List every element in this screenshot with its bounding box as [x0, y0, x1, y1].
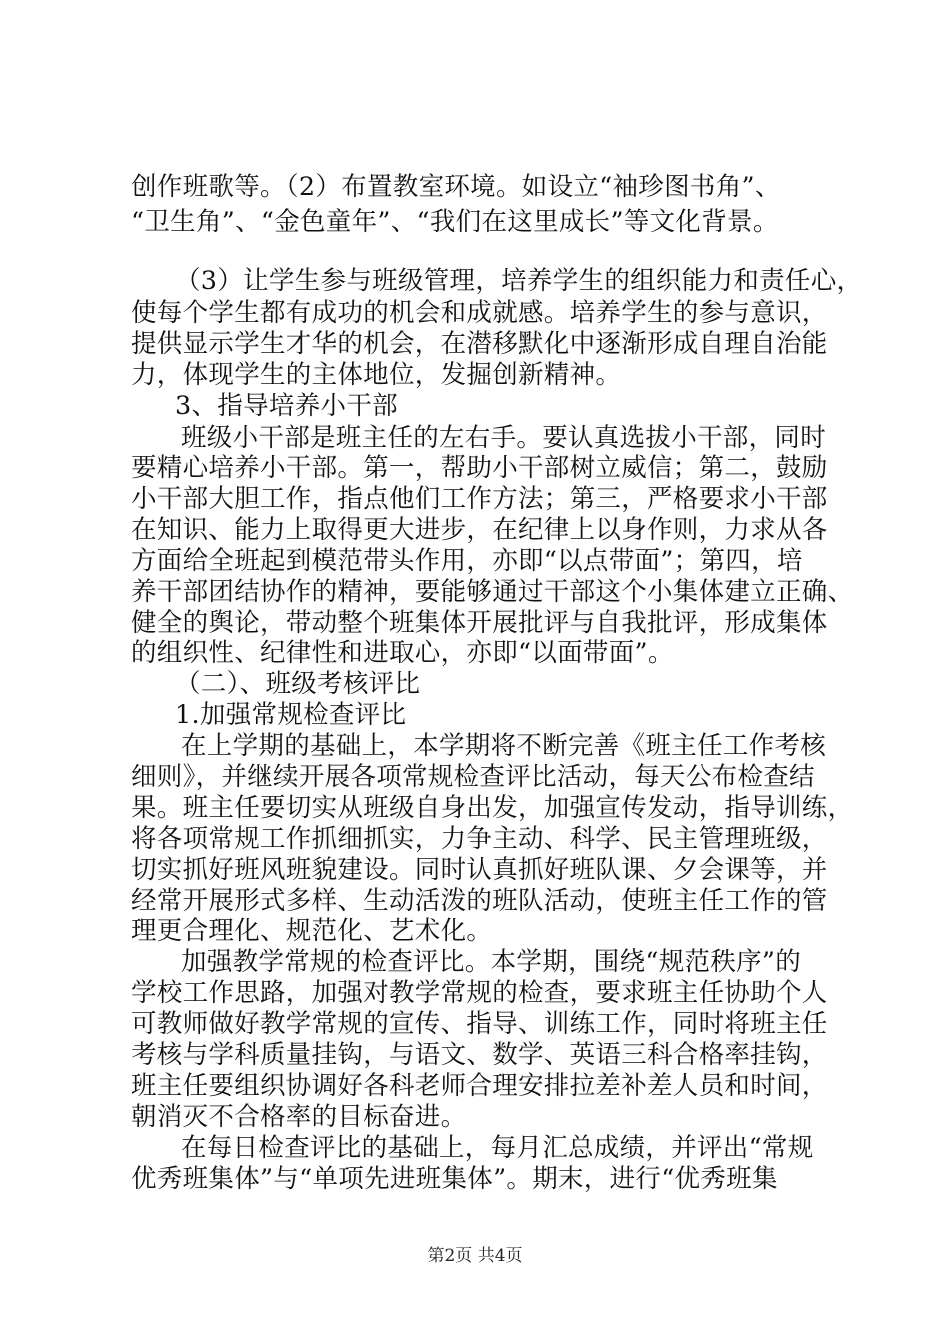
- text-line: 优秀班集体”与“单项先进班集体”。期末，进行“优秀班集: [131, 1164, 778, 1194]
- section-heading: 3、指导培养小干部: [175, 391, 398, 421]
- text-line: 将各项常规工作抓细抓实，力争主动、科学、民主管理班级，: [131, 824, 828, 854]
- text-line: 健全的舆论，带动整个班集体开展批评与自我批评，形成集体: [131, 608, 828, 638]
- text-line: 力，体现学生的主体地位，发掘创新精神。: [131, 360, 622, 390]
- text-line: 小干部大胆工作，指点他们工作方法；第三，严格要求小干部: [131, 484, 828, 514]
- text-line: 细则》，并继续开展各项常规检查评比活动，每天公布检查结: [131, 762, 815, 792]
- paragraph-first-line: 班级小干部是班主任的左右手。要认真选拔小干部，同时: [181, 423, 827, 453]
- paragraph-first-line: 加强教学常规的检查评比。本学期，围绕“规范秩序”的: [181, 947, 802, 977]
- text-line: “卫生角”、“金色童年”、“我们在这里成长”等文化背景。: [131, 207, 779, 237]
- text-line: 提供显示学生才华的机会，在潜移默化中逐渐形成自理自治能: [131, 329, 828, 359]
- text-line: 方面给全班起到模范带头作用，亦即“以点带面”；第四，培: [131, 546, 803, 576]
- text-line: 切实抓好班风班貌建设。同时认真抓好班队课、夕会课等，并: [131, 855, 828, 885]
- page-number-footer: 第2页 共4页: [427, 1246, 523, 1266]
- text-line: 在知识、能力上取得更大进步，在纪律上以身作则，力求从各: [131, 515, 828, 545]
- paragraph-first-line: 在上学期的基础上，本学期将不断完善《班主任工作考核: [181, 731, 827, 761]
- text-line: 养干部团结协作的精神，要能够通过干部这个小集体建立正确、: [131, 577, 854, 607]
- paragraph-first-line: （3）让学生参与班级管理，培养学生的组织能力和责任心，: [175, 266, 863, 296]
- subsection-heading: 1.加强常规检查评比: [175, 700, 407, 730]
- text-line: 创作班歌等。（2）布置教室环境。如设立“袖珍图书角”、: [131, 172, 781, 202]
- section-heading: （二）、班级考核评比: [175, 669, 421, 699]
- text-line: 果。班主任要切实从班级自身出发，加强宣传发动，指导训练，: [131, 793, 854, 823]
- text-line: 朝消灭不合格率的目标奋进。: [131, 1102, 467, 1132]
- text-line: 考核与学科质量挂钩，与语文、数学、英语三科合格率挂钩，: [131, 1040, 828, 1070]
- text-line: 的组织性、纪律性和进取心，亦即“以面带面”。: [131, 638, 674, 668]
- text-line: 学校工作思路，加强对教学常规的检查，要求班主任协助个人: [131, 978, 828, 1008]
- text-line: 理更合理化、规范化、艺术化。: [131, 916, 493, 946]
- paragraph-first-line: 在每日检查评比的基础上，每月汇总成绩，并评出“常规: [181, 1133, 814, 1163]
- text-line: 可教师做好教学常规的宣传、指导、训练工作，同时将班主任: [131, 1009, 828, 1039]
- text-line: 要精心培养小干部。第一，帮助小干部树立威信；第二，鼓励: [131, 453, 828, 483]
- text-line: 经常开展形式多样、生动活泼的班队活动，使班主任工作的管: [131, 886, 828, 916]
- text-line: 使每个学生都有成功的机会和成就感。培养学生的参与意识，: [131, 298, 828, 328]
- text-line: 班主任要组织协调好各科老师合理安排拉差补差人员和时间，: [131, 1071, 828, 1101]
